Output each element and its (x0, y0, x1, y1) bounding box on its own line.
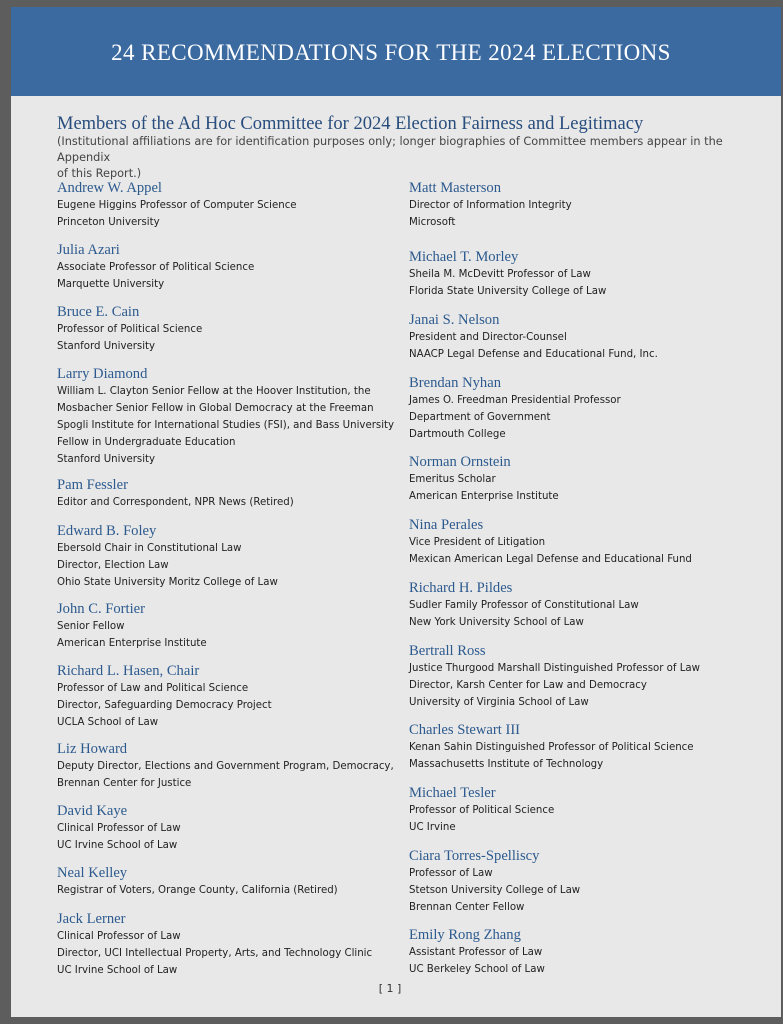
member-affiliation-line: Spogli Institute for International Studies (FSI), and Bass University (57, 420, 395, 431)
member-affiliation-line: Florida State University College of Law (409, 286, 607, 297)
member-affiliation-line: University of Virginia School of Law (409, 697, 589, 708)
member-affiliation-line: Clinical Professor of Law (57, 931, 181, 942)
member-name: Pam Fessler (57, 477, 128, 493)
banner-title: 24 RECOMMENDATIONS FOR THE 2024 ELECTIONS (111, 40, 671, 65)
member-affiliation-line: Stanford University (57, 341, 156, 352)
member-name: Emily Rong Zhang (409, 927, 521, 943)
member-entry (57, 179, 297, 231)
member-entry (409, 179, 572, 231)
member-name: Liz Howard (57, 741, 128, 757)
member-affiliation-line: Justice Thurgood Marshall Distinguished Professor of Law (409, 663, 700, 674)
member-affiliation-line: Ebersold Chair in Constitutional Law (57, 543, 242, 554)
member-affiliation-line: President and Director-Counsel (409, 332, 567, 343)
member-affiliation-line: Professor of Political Science (57, 324, 203, 335)
member-entry (409, 721, 694, 773)
member-name: Matt Masterson (409, 180, 502, 196)
banner (11, 7, 781, 96)
member-affiliation-line: Director, Safeguarding Democracy Project (57, 700, 272, 711)
member-name: Jack Lerner (57, 911, 126, 927)
member-affiliation-line: Professor of Political Science (409, 805, 555, 816)
member-name: Charles Stewart III (409, 722, 521, 738)
member-affiliation-line: UC Irvine (409, 822, 456, 833)
member-affiliation-line: Marquette University (57, 279, 165, 290)
member-entry (57, 802, 181, 854)
member-affiliation-line: Mexican American Legal Defense and Educational Fund (409, 554, 692, 565)
member-affiliation-line: Director of Information Integrity (409, 200, 572, 211)
member-affiliation-line: Assistant Professor of Law (409, 947, 543, 958)
member-affiliation-line: Vice President of Litigation (409, 537, 546, 548)
member-affiliation-line: Director, Karsh Center for Law and Democracy (409, 680, 647, 691)
member-name: Andrew W. Appel (57, 180, 162, 196)
member-name: Nina Perales (409, 517, 484, 533)
member-affiliation-line: Microsoft (409, 217, 456, 228)
member-affiliation-line: Professor of Law and Political Science (57, 683, 249, 694)
member-affiliation-line: Professor of Law (409, 868, 493, 879)
member-entry (57, 662, 272, 731)
member-name: Richard H. Pildes (409, 580, 513, 596)
member-name: Brendan Nyhan (409, 375, 501, 391)
member-name: Michael Tesler (409, 785, 496, 801)
section-heading: Members of the Ad Hoc Committee for 2024 Election Fairness and Legitimacy (57, 114, 644, 134)
member-affiliation-line: UC Irvine School of Law (57, 965, 178, 976)
page-number: [ 1 ] (378, 982, 402, 995)
member-entry (409, 516, 692, 568)
member-entry (409, 374, 621, 443)
member-affiliation-line: Clinical Professor of Law (57, 823, 181, 834)
member-affiliation-line: Kenan Sahin Distinguished Professor of Political Science (409, 742, 694, 753)
member-entry (409, 453, 559, 505)
member-name: David Kaye (57, 803, 128, 819)
member-entry (57, 864, 338, 899)
member-affiliation-line: Editor and Correspondent, NPR News (Retired) (57, 497, 294, 508)
member-name: Bruce E. Cain (57, 304, 140, 320)
member-name: Ciara Torres-Spelliscy (409, 848, 540, 864)
member-affiliation-line: Sudler Family Professor of Constitutional Law (409, 600, 639, 611)
member-affiliation-line: UC Berkeley School of Law (409, 964, 545, 975)
member-affiliation-line: New York University School of Law (409, 617, 584, 628)
member-affiliation-line: Mosbacher Senior Fellow in Global Democracy at the Freeman (57, 403, 374, 414)
member-affiliation-line: Senior Fellow (57, 621, 125, 632)
member-entry (409, 926, 545, 978)
member-affiliation-line: Deputy Director, Elections and Government Program, Democracy, (57, 761, 394, 772)
member-affiliation-line: Department of Government (409, 412, 551, 423)
member-affiliation-line: Stetson University College of Law (409, 885, 581, 896)
member-name: Richard L. Hasen, Chair (57, 663, 200, 679)
member-name: John C. Fortier (57, 601, 145, 617)
member-name: Bertrall Ross (409, 643, 486, 659)
member-name: Norman Ornstein (409, 454, 511, 470)
member-affiliation-line: Director, Election Law (57, 560, 169, 571)
member-entry (57, 241, 254, 293)
member-name: Neal Kelley (57, 865, 128, 881)
member-name: Janai S. Nelson (409, 312, 500, 328)
member-affiliation-line: UC Irvine School of Law (57, 840, 178, 851)
member-affiliation-line: James O. Freedman Presidential Professor (409, 395, 621, 406)
member-affiliation-line: Dartmouth College (409, 429, 506, 440)
member-affiliation-line: American Enterprise Institute (409, 491, 559, 502)
member-entry (57, 600, 207, 652)
member-affiliation-line: Fellow in Undergraduate Education (57, 437, 236, 448)
member-affiliation-line: Stanford University (57, 454, 156, 465)
report-page (11, 7, 781, 1017)
member-affiliation-line: Registrar of Voters, Orange County, California (Retired) (57, 885, 338, 896)
member-entry (57, 476, 294, 511)
affiliation-note-line-2: of this Report.) (57, 167, 142, 180)
member-name: Julia Azari (57, 242, 120, 258)
member-name: Michael T. Morley (409, 249, 519, 265)
member-affiliation-line: UCLA School of Law (57, 717, 159, 728)
member-entry (409, 579, 639, 631)
member-entry (409, 642, 700, 711)
affiliation-note (57, 134, 757, 182)
member-entry (409, 784, 554, 836)
member-affiliation-line: William L. Clayton Senior Fellow at the Hoover Institution, the (57, 386, 371, 397)
member-affiliation-line: NAACP Legal Defense and Educational Fund, Inc. (409, 349, 658, 360)
member-affiliation-line: Director, UCI Intellectual Property, Arts, and Technology Clinic (57, 948, 373, 959)
member-affiliation-line: American Enterprise Institute (57, 638, 207, 649)
affiliation-note-line-1: (Institutional affiliations are for identification purposes only; longer biographies of Committee members appear in the Appendix (57, 135, 723, 164)
member-entry (57, 740, 394, 792)
member-entry (57, 365, 394, 468)
member-affiliation-line: Massachusetts Institute of Technology (409, 759, 604, 770)
member-affiliation-line: Emeritus Scholar (409, 474, 496, 485)
member-entry (409, 248, 606, 300)
member-affiliation-line: Sheila M. McDevitt Professor of Law (409, 269, 591, 280)
member-entry (57, 522, 278, 591)
member-affiliation-line: Princeton University (57, 217, 160, 228)
member-entry (409, 311, 658, 363)
member-name: Edward B. Foley (57, 523, 157, 539)
member-name: Larry Diamond (57, 366, 148, 382)
member-affiliation-line: Brennan Center Fellow (409, 902, 525, 913)
member-entry (57, 303, 202, 355)
member-affiliation-line: Brennan Center for Justice (57, 778, 192, 789)
member-affiliation-line: Associate Professor of Political Science (57, 262, 255, 273)
member-affiliation-line: Ohio State University Moritz College of Law (57, 577, 278, 588)
member-entry (409, 847, 580, 916)
member-entry (57, 910, 372, 979)
member-affiliation-line: Eugene Higgins Professor of Computer Science (57, 200, 297, 211)
